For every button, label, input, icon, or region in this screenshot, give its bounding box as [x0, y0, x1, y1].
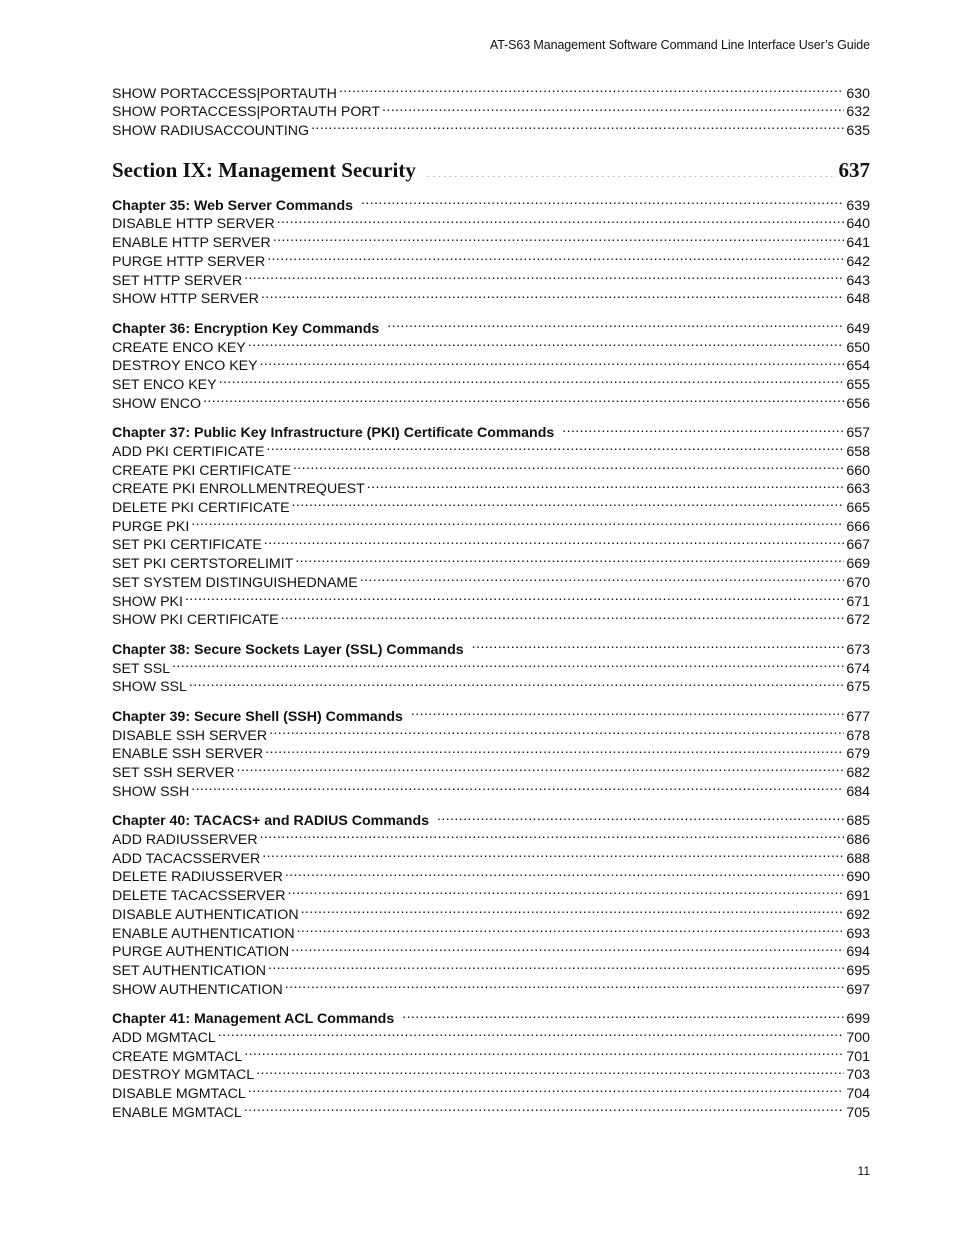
toc-page-number: 704 [846, 1086, 870, 1102]
dot-leader [244, 1098, 845, 1117]
dot-leader [248, 1079, 845, 1098]
toc-entry-label: CREATE ENCO KEY [112, 339, 246, 356]
dot-leader [562, 419, 844, 438]
dot-leader [244, 266, 844, 285]
dot-leader [265, 740, 844, 759]
dot-leader [236, 758, 844, 777]
toc-page-number: 655 [846, 376, 870, 393]
toc-entry[interactable] [112, 370, 870, 393]
toc-entry-label: Chapter 36: Encryption Key Commands [112, 320, 380, 337]
toc-entry-label: PURGE HTTP SERVER [112, 253, 266, 270]
toc-page-number: 669 [846, 556, 870, 573]
dot-leader [203, 389, 844, 408]
toc-entry[interactable] [112, 587, 870, 610]
toc-entry-label: ENABLE SSH SERVER [112, 746, 264, 763]
dot-leader [292, 493, 845, 512]
toc-page-number: 672 [846, 612, 870, 629]
toc-entry-label: DELETE PKI CERTIFICATE [112, 500, 290, 517]
toc-entry-label: PURGE PKI [112, 518, 190, 535]
dot-leader [268, 956, 844, 975]
toc-entry-label: SHOW ENCO [112, 395, 202, 412]
toc-page-number: 654 [846, 358, 870, 375]
dot-leader [297, 919, 845, 938]
toc-chapter-entry[interactable] [112, 191, 870, 214]
toc-entry-label: CREATE MGMTACL [112, 1048, 243, 1065]
toc-entry-label: SHOW RADIUSACCOUNTING [112, 123, 310, 140]
dot-leader [382, 98, 844, 117]
toc-page-number: 705 [846, 1104, 870, 1121]
toc-page-number: 663 [846, 481, 870, 498]
toc-page-number: 691 [846, 888, 870, 905]
toc-entry-label: ADD TACACSSERVER [112, 850, 261, 867]
dot-leader [189, 673, 844, 692]
dot-leader [291, 938, 844, 957]
toc-page-number: 643 [846, 272, 870, 289]
toc-entry[interactable] [112, 79, 870, 102]
toc-page-number: 630 [846, 85, 870, 102]
toc-page-number: 692 [846, 906, 870, 923]
dot-leader [248, 333, 845, 352]
toc-entry-label: SHOW HTTP SERVER [112, 291, 259, 308]
toc-entry-label: SET SSH SERVER [112, 765, 235, 781]
dot-leader [367, 475, 845, 494]
toc-entry-label: ENABLE MGMTACL [112, 1104, 242, 1121]
dot-leader [172, 654, 844, 673]
toc-entry-label: DISABLE HTTP SERVER [112, 216, 275, 233]
toc-entry-label: DELETE TACACSSERVER [112, 888, 286, 905]
toc-entry[interactable] [112, 389, 870, 412]
toc-entry-label: SET PKI CERTIFICATE [112, 537, 262, 554]
toc-page-number: 688 [846, 850, 870, 867]
toc-page-number: 632 [846, 104, 870, 121]
toc-entry-label: SHOW AUTHENTICATION [112, 981, 283, 998]
toc-page-number: 641 [846, 235, 870, 252]
running-header: AT-S63 Management Software Command Line Interface User’s Guide [489, 38, 870, 52]
toc-entry-label: SHOW SSH [112, 783, 190, 800]
toc-section-heading[interactable] [112, 155, 870, 185]
dot-leader [339, 79, 844, 98]
toc-page-number: 660 [846, 462, 870, 479]
toc-entry[interactable] [112, 1023, 870, 1046]
dot-leader [267, 247, 844, 266]
dot-leader [261, 285, 844, 304]
toc-page-number: 639 [846, 197, 870, 214]
dot-leader [287, 881, 844, 900]
toc-page-number: 700 [846, 1029, 870, 1046]
toc-page-number: 701 [846, 1048, 870, 1065]
table-of-contents [112, 79, 870, 1121]
toc-entry-label: SET SYSTEM DISTINGUISHEDNAME [112, 574, 358, 591]
toc-entry-label: CREATE PKI ENROLLMENTREQUEST [112, 481, 365, 498]
toc-page-number: 635 [846, 123, 870, 140]
toc-page-number: 673 [846, 641, 870, 658]
dot-leader [266, 437, 844, 456]
toc-chapter-entry[interactable] [112, 702, 870, 725]
toc-entry-label: Chapter 38: Secure Sockets Layer (SSL) Commands [112, 641, 464, 658]
dot-leader [281, 606, 845, 625]
dot-leader [285, 863, 845, 882]
toc-page-number: 675 [846, 679, 870, 696]
dot-leader [264, 531, 845, 550]
dot-leader [361, 191, 844, 210]
toc-entry-label: ADD RADIUSSERVER [112, 832, 258, 849]
toc-entry-label: SHOW PKI [112, 593, 183, 610]
toc-entry-label: Chapter 35: Web Server Commands [112, 197, 354, 214]
dot-leader [260, 825, 845, 844]
dot-leader [260, 352, 845, 371]
dot-leader [277, 210, 845, 229]
toc-page-number: 657 [846, 425, 870, 442]
toc-page-number: 671 [846, 593, 870, 610]
toc-page-number: 658 [846, 444, 870, 460]
toc-entry-label: SET HTTP SERVER [112, 272, 243, 289]
toc-entry-label: DISABLE AUTHENTICATION [112, 906, 299, 923]
dot-leader [411, 702, 844, 721]
toc-page-number: 648 [846, 291, 870, 308]
toc-entry-label: SET PKI CERTSTORELIMIT [112, 556, 294, 573]
dot-leader [295, 549, 844, 568]
toc-entry-label: ENABLE HTTP SERVER [112, 235, 271, 252]
toc-page-number: 677 [846, 708, 870, 725]
toc-page-number: 670 [846, 574, 870, 591]
dot-leader [185, 587, 844, 606]
toc-entry-label: SET AUTHENTICATION [112, 962, 266, 979]
toc-entry-label: DESTROY MGMTACL [112, 1067, 255, 1084]
dot-leader [218, 1023, 845, 1042]
dot-leader [311, 116, 844, 135]
toc-page-number: 656 [846, 395, 870, 412]
toc-entry[interactable] [112, 777, 870, 800]
toc-chapter-entry[interactable] [112, 314, 870, 337]
toc-entry-label: ADD PKI CERTIFICATE [112, 444, 265, 460]
toc-page-number: 649 [846, 320, 870, 337]
toc-page-number: 674 [846, 660, 870, 677]
toc-entry-label: SET SSL [112, 660, 171, 677]
toc-chapter-entry[interactable] [112, 635, 870, 658]
toc-page-number: 693 [846, 925, 870, 942]
toc-chapter-entry[interactable] [112, 419, 870, 442]
toc-page-number: 690 [846, 869, 870, 886]
toc-entry[interactable] [112, 606, 870, 629]
dot-leader [219, 370, 845, 389]
toc-entry-label: SHOW PORTACCESS|PORTAUTH [112, 85, 337, 102]
page-number: 11 [857, 1164, 870, 1178]
toc-entry-label: SHOW PKI CERTIFICATE [112, 612, 279, 629]
toc-page-number: 637 [838, 158, 870, 183]
toc-chapter-entry[interactable] [112, 807, 870, 830]
dot-leader [285, 975, 845, 994]
dot-leader [387, 314, 844, 333]
dot-leader [437, 807, 844, 826]
dot-leader [360, 568, 845, 587]
dot-leader [426, 158, 837, 177]
dot-leader [191, 777, 844, 796]
toc-entry-label: DISABLE SSH SERVER [112, 727, 268, 744]
toc-entry[interactable] [112, 531, 870, 554]
toc-entry-label: Chapter 39: Secure Shell (SSH) Commands [112, 708, 403, 725]
toc-entry-label: DELETE RADIUSSERVER [112, 869, 283, 886]
toc-entry-label: SET ENCO KEY [112, 376, 217, 393]
toc-page-number: 665 [846, 500, 870, 517]
toc-entry[interactable] [112, 512, 870, 535]
dot-leader [244, 1042, 844, 1061]
toc-page-number: 686 [846, 832, 870, 849]
dot-leader [301, 900, 845, 919]
toc-entry[interactable] [112, 673, 870, 696]
toc-entry-label: SHOW SSL [112, 679, 187, 696]
toc-page-number: 699 [846, 1011, 870, 1028]
dot-leader [293, 456, 844, 475]
dot-leader [472, 635, 845, 654]
toc-page-number: 678 [846, 727, 870, 744]
toc-page-number: 679 [846, 746, 870, 763]
toc-entry[interactable] [112, 654, 870, 677]
toc-entry-label: Chapter 40: TACACS+ and RADIUS Commands [112, 813, 430, 830]
toc-chapter-entry[interactable] [112, 1005, 870, 1028]
dot-leader [262, 844, 844, 863]
toc-page-number: 640 [846, 216, 870, 233]
toc-page-number: 650 [846, 339, 870, 356]
toc-entry-label: SHOW PORTACCESS|PORTAUTH PORT [112, 104, 381, 121]
toc-entry-label: ADD MGMTACL [112, 1029, 216, 1046]
toc-page-number: 684 [846, 783, 870, 800]
toc-page-number: 697 [846, 981, 870, 998]
toc-page-number: 703 [846, 1067, 870, 1084]
toc-page-number: 682 [846, 765, 870, 781]
toc-page-number: 695 [846, 962, 870, 979]
toc-page-number: 685 [846, 813, 870, 830]
toc-entry-label: DESTROY ENCO KEY [112, 358, 258, 375]
toc-page-number: 694 [846, 944, 870, 961]
dot-leader [256, 1061, 844, 1080]
dot-leader [402, 1005, 844, 1024]
toc-entry-label: ENABLE AUTHENTICATION [112, 925, 295, 942]
dot-leader [269, 721, 844, 740]
toc-entry-label: CREATE PKI CERTIFICATE [112, 462, 291, 479]
toc-entry-label: Section IX: Management Security [112, 158, 416, 183]
toc-entry-label: Chapter 41: Management ACL Commands [112, 1011, 395, 1028]
dot-leader [273, 228, 845, 247]
toc-entry-label: DISABLE MGMTACL [112, 1086, 246, 1102]
toc-entry-label: Chapter 37: Public Key Infrastructure (PKI) Certificate Commands [112, 425, 555, 442]
toc-entry-label: PURGE AUTHENTICATION [112, 944, 290, 961]
toc-page-number: 642 [846, 253, 870, 270]
toc-page-number: 667 [846, 537, 870, 554]
dot-leader [191, 512, 844, 531]
toc-page-number: 666 [846, 518, 870, 535]
toc-entry[interactable] [112, 1042, 870, 1065]
